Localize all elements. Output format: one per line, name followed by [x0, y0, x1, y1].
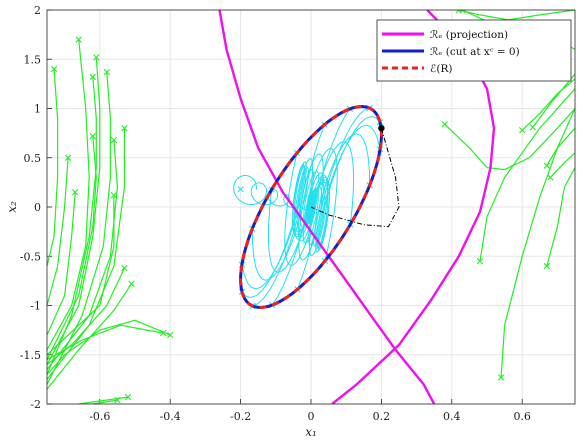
black-start-dot	[378, 125, 384, 131]
x-tick-label: 0.2	[372, 410, 391, 423]
legend-label-projection: ℛₑ (projection)	[430, 29, 509, 41]
legend-label-ellipse: ℰ(R)	[430, 63, 453, 75]
x-tick-label: 0	[307, 410, 315, 423]
x-tick-label: -0.2	[229, 410, 252, 423]
y-tick-label: 1.5	[23, 53, 41, 67]
y-tick-label: 1	[34, 102, 41, 116]
x-tick-label: -0.4	[159, 410, 181, 423]
legend-label-cut: ℛₑ (cut at xᶜ = 0)	[430, 46, 520, 58]
legend	[377, 20, 571, 81]
y-tick-label: -2	[30, 398, 41, 411]
x-tick-label: 0.6	[513, 410, 531, 423]
y-tick-label: -0.5	[19, 250, 41, 264]
y-axis-label: x₂	[5, 201, 19, 213]
y-tick-label: 0.5	[23, 151, 41, 165]
x-tick-label: -0.6	[89, 410, 111, 423]
y-tick-label: -1.5	[19, 348, 41, 362]
y-tick-label: 2	[34, 4, 41, 17]
y-tick-label: 0	[34, 201, 41, 214]
x-tick-label: 0.4	[443, 410, 461, 423]
y-tick-label: -1	[30, 299, 41, 313]
x-axis-label: x₁	[305, 425, 317, 439]
